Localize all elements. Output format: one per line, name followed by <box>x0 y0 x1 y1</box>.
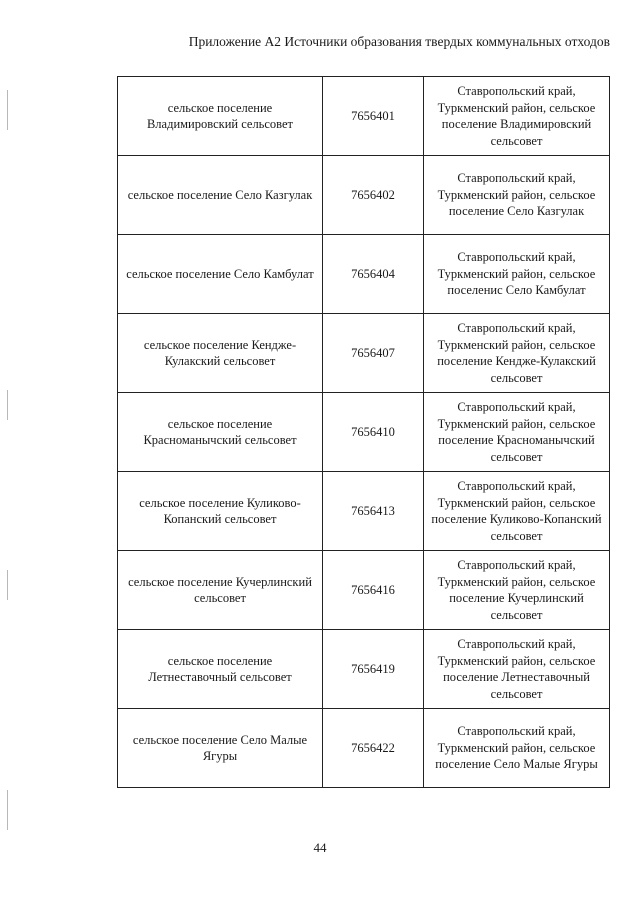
table-row <box>118 551 610 630</box>
address-cell: Ставропольский край, Туркменский район, сельское поселение Владимировский сельсовет <box>424 77 610 156</box>
address-cell: Ставропольский край, Туркменский район, сельское поселение Село Малые Ягуры <box>424 709 610 788</box>
table-row <box>118 472 610 551</box>
address-cell: Ставропольский край, Туркменский район, сельское поселение Село Казгулак <box>424 156 610 235</box>
settlement-name-cell: сельское поселение Кучерлинский сельсовет <box>118 551 323 630</box>
table-row <box>118 156 610 235</box>
oktmo-code-cell: 7656401 <box>323 77 424 156</box>
table-row <box>118 77 610 156</box>
oktmo-code-cell: 7656402 <box>323 156 424 235</box>
oktmo-code-cell: 7656413 <box>323 472 424 551</box>
settlement-name-cell: сельское поселение Красноманычский сельсовет <box>118 393 323 472</box>
oktmo-code-cell: 7656422 <box>323 709 424 788</box>
table-row <box>118 235 610 314</box>
oktmo-code-cell: 7656404 <box>323 235 424 314</box>
settlement-name-cell: сельское поселение Село Камбулат <box>118 235 323 314</box>
waste-sources-table <box>117 76 610 788</box>
oktmo-code-cell: 7656416 <box>323 551 424 630</box>
settlement-name-cell: сельское поселение Куликово-Копанский сельсовет <box>118 472 323 551</box>
settlement-name-cell: сельское поселение Село Малые Ягуры <box>118 709 323 788</box>
table-row <box>118 630 610 709</box>
table-row <box>118 314 610 393</box>
oktmo-code-cell: 7656419 <box>323 630 424 709</box>
settlement-name-cell: сельское поселение Село Казгулак <box>118 156 323 235</box>
address-cell: Ставропольский край, Туркменский район, сельское поселенис Село Камбулат <box>424 235 610 314</box>
settlement-name-cell: сельское поселение Владимировский сельсовет <box>118 77 323 156</box>
settlement-name-cell: сельское поселение Летнеставочный сельсовет <box>118 630 323 709</box>
table-row <box>118 709 610 788</box>
page-header: Приложение А2 Источники образования твердых коммунальных отходов <box>188 34 610 49</box>
address-cell: Ставропольский край, Туркменский район, сельское поселение Летнеставочный сельсовет <box>424 630 610 709</box>
settlement-name-cell: сельское поселение Кендже-Кулакский сельсовет <box>118 314 323 393</box>
address-cell: Ставропольский край, Туркменский район, сельское поселение Куликово-Копанский сельсовет <box>424 472 610 551</box>
oktmo-code-cell: 7656407 <box>323 314 424 393</box>
address-cell: Ставропольский край, Туркменский район, сельское поселение Красноманычский сельсовет <box>424 393 610 472</box>
table-row <box>118 393 610 472</box>
oktmo-code-cell: 7656410 <box>323 393 424 472</box>
address-cell: Ставропольский край, Туркменский район, сельское поселение Кучерлинский сельсовет <box>424 551 610 630</box>
scan-margin-marks <box>7 90 9 845</box>
page-number: 44 <box>313 840 327 855</box>
address-cell: Ставропольский край, Туркменский район, сельское поселение Кендже-Кулакский сельсовет <box>424 314 610 393</box>
